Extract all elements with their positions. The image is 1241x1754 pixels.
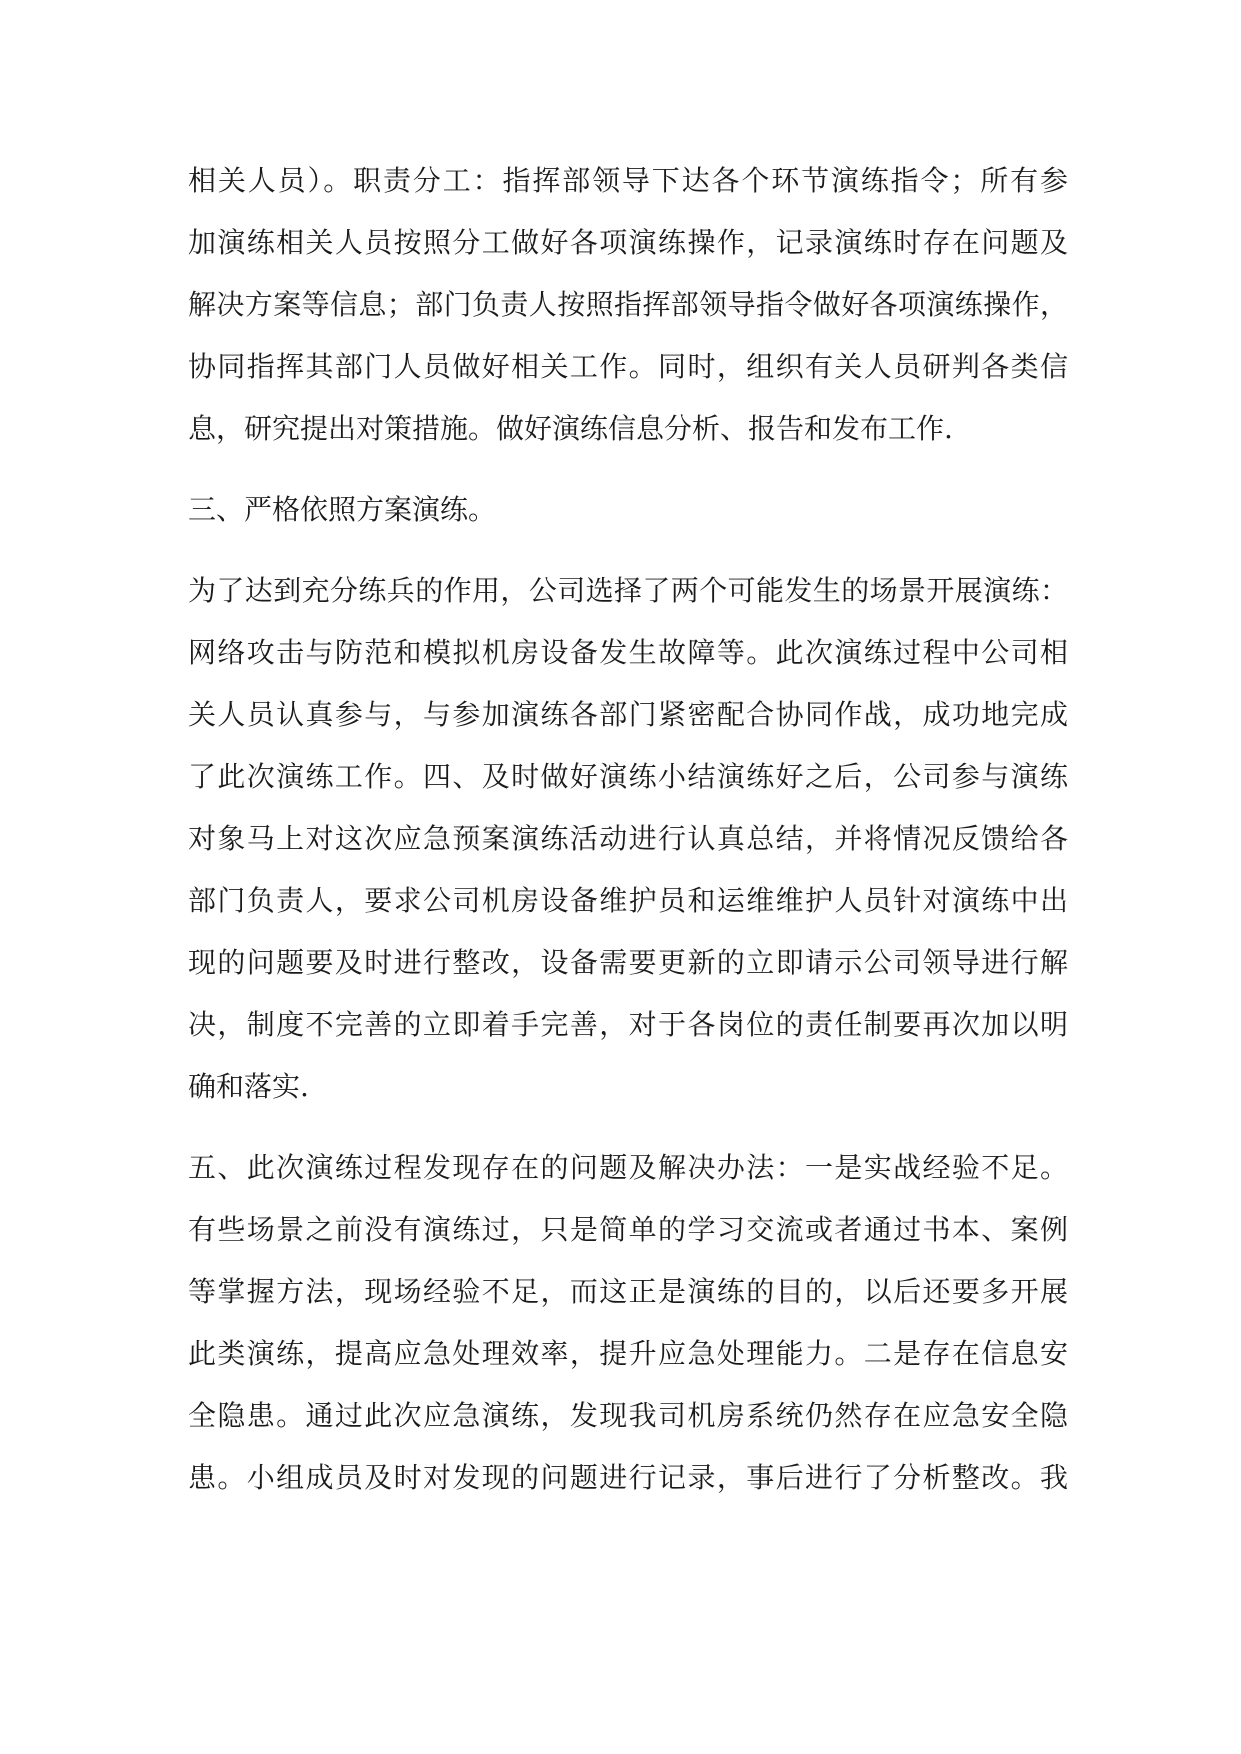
- text-line: 此类演练，提高应急处理效率，提升应急处理能力。二是存在信息安: [188, 1337, 1068, 1370]
- paragraph-duties: [188, 150, 1068, 460]
- text-line: 五、此次演练过程发现存在的问题及解决办法：一是实战经验不足。: [188, 1151, 1068, 1184]
- text-line: 部门负责人，要求公司机房设备维护员和运维维护人员针对演练中出: [188, 884, 1068, 917]
- text-line: 现的问题要及时进行整改，设备需要更新的立即请示公司领导进行解: [188, 946, 1068, 979]
- text-line: 了此次演练工作。四、及时做好演练小结演练好之后，公司参与演练: [188, 760, 1068, 793]
- text-line: 网络攻击与防范和模拟机房设备发生故障等。此次演练过程中公司相: [188, 636, 1068, 669]
- section-heading-3: [188, 479, 1068, 541]
- text-line: 相关人员）。职责分工：指挥部领导下达各个环节演练指令；所有参: [188, 164, 1068, 197]
- text-line: 三、严格依照方案演练。: [188, 493, 497, 526]
- text-line: 加演练相关人员按照分工做好各项演练操作，记录演练时存在问题及: [188, 226, 1068, 259]
- text-line: 协同指挥其部门人员做好相关工作。同时，组织有关人员研判各类信: [188, 350, 1068, 383]
- text-line: 对象马上对这次应急预案演练活动进行认真总结，并将情况反馈给各: [188, 822, 1068, 855]
- text-line: 患。小组成员及时对发现的问题进行记录，事后进行了分析整改。我: [188, 1461, 1068, 1494]
- text-line: 息，研究提出对策措施。做好演练信息分析、报告和发布工作.: [188, 412, 953, 445]
- text-line: 全隐患。通过此次应急演练，发现我司机房系统仍然存在应急安全隐: [188, 1399, 1068, 1432]
- text-line: 等掌握方法，现场经验不足，而这正是演练的目的，以后还要多开展: [188, 1275, 1068, 1308]
- text-line: 解决方案等信息；部门负责人按照指挥部领导指令做好各项演练操作，: [188, 288, 1068, 321]
- paragraph-gap: [188, 541, 1068, 560]
- text-line: 有些场景之前没有演练过，只是简单的学习交流或者通过书本、案例: [188, 1213, 1068, 1246]
- text-line: 为了达到充分练兵的作用，公司选择了两个可能发生的场景开展演练：: [188, 574, 1068, 607]
- paragraph-drill-scenarios: [188, 560, 1068, 1118]
- text-line: 确和落实.: [188, 1070, 309, 1103]
- text-line: 关人员认真参与，与参加演练各部门紧密配合协同作战，成功地完成: [188, 698, 1068, 731]
- paragraph-problems-solutions: [188, 1137, 1068, 1509]
- document-body: [188, 150, 1068, 1509]
- paragraph-gap: [188, 1118, 1068, 1137]
- paragraph-gap: [188, 460, 1068, 479]
- text-line: 决，制度不完善的立即着手完善，对于各岗位的责任制要再次加以明: [188, 1008, 1068, 1041]
